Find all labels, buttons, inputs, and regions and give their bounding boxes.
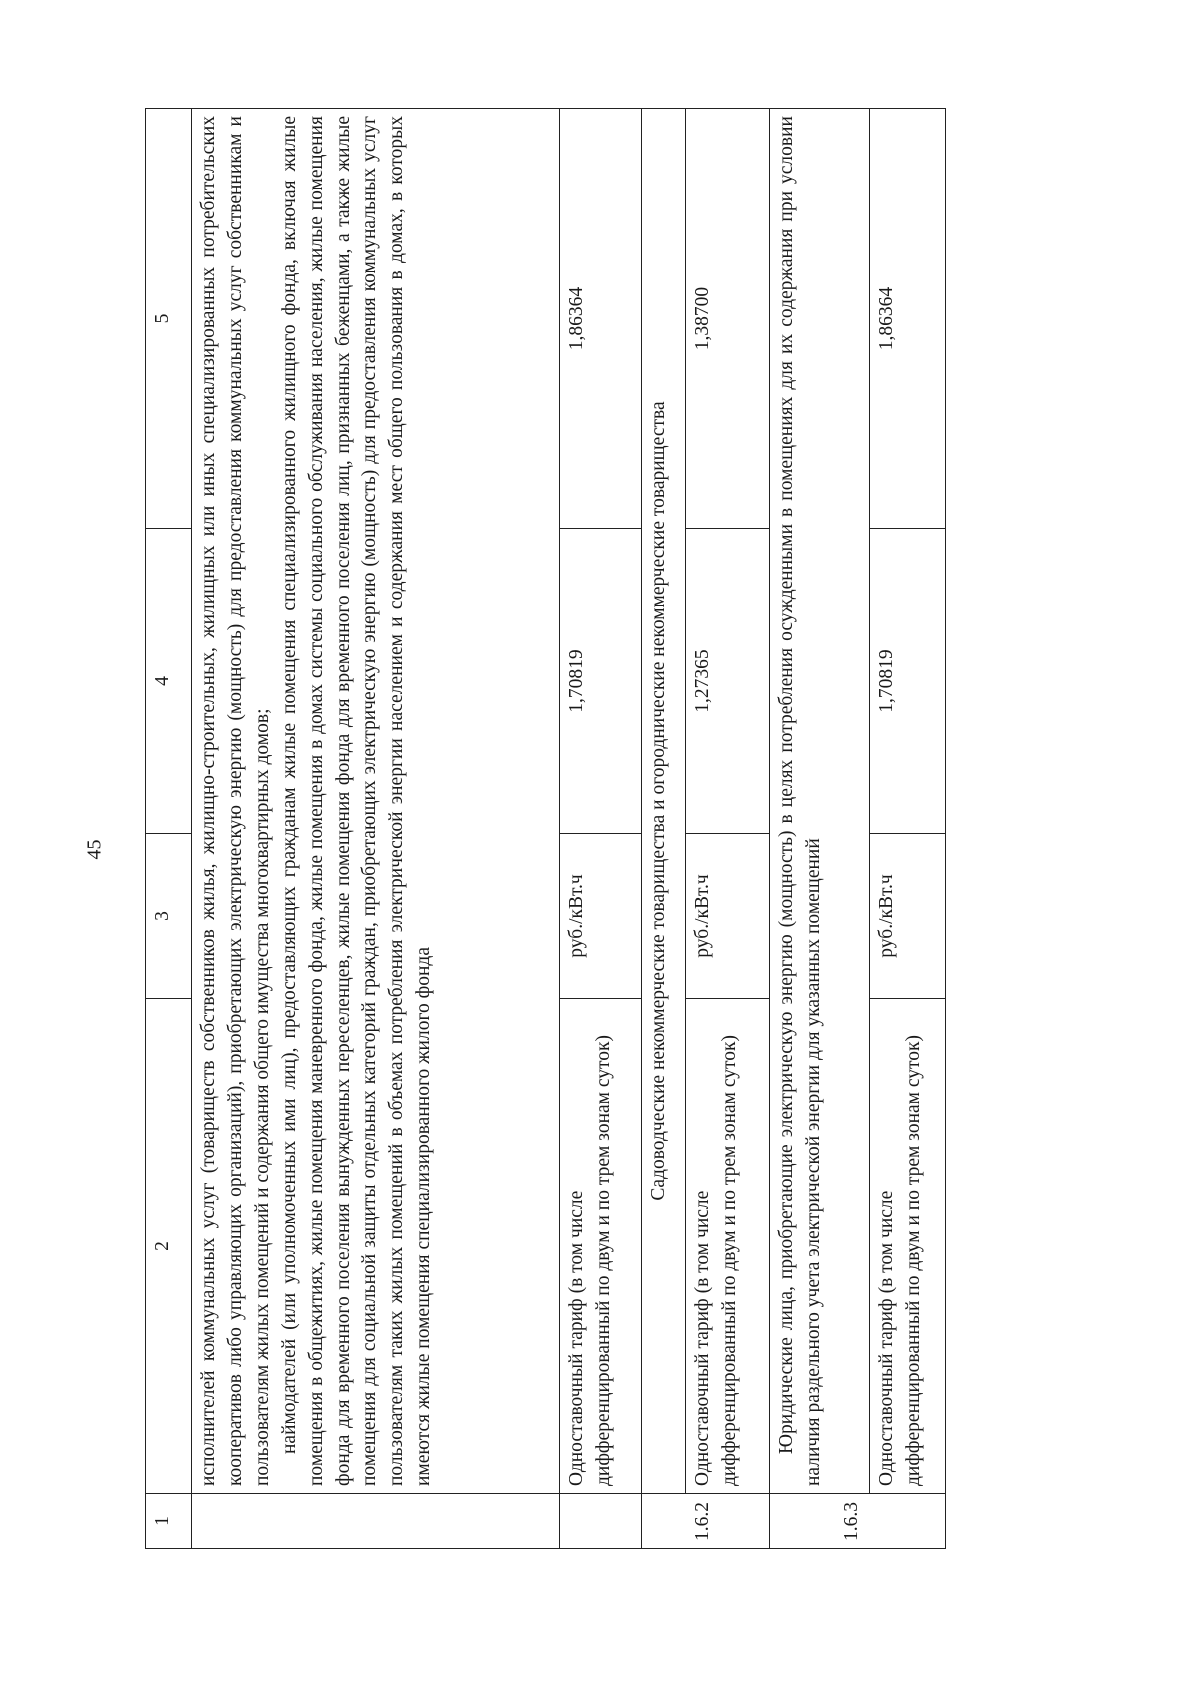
table-row xyxy=(560,109,642,1549)
row-number-cell xyxy=(560,1494,642,1549)
page-number-text: 45 xyxy=(83,839,106,859)
rotated-table-sheet xyxy=(145,109,924,1549)
value-col5-cell: 1,86364 xyxy=(560,109,642,529)
section-title-row-162 xyxy=(642,109,686,1549)
description-number-cell xyxy=(192,1494,560,1549)
section-163-title-text: Юридические лица, приобретающие электрическую энергию (мощность) в целях потребления осужденными в помещениях для их содержания при условии наличия раздельного учета электрической энергии для указанных помещений xyxy=(776,116,824,1486)
section-162-title: Садоводческие некоммерческие товарищества и огороднические некоммерческие товарищества xyxy=(642,109,686,1494)
unit-cell: руб./кВт.ч xyxy=(686,834,770,999)
tariff-name-cell: Одноставочный тариф (в том числе дифференцированный по двум и по трем зонам суток) xyxy=(560,999,642,1494)
description-row xyxy=(192,109,560,1549)
unit-cell: руб./кВт.ч xyxy=(870,834,946,999)
tariff-name-cell: Одноставочный тариф (в том числе дифференцированный по двум и по трем зонам суток) xyxy=(686,999,770,1494)
value-col5-cell: 1,86364 xyxy=(870,109,946,529)
header-col-2: 2 xyxy=(146,999,192,1494)
description-cell xyxy=(192,109,560,1494)
section-163-number: 1.6.3 xyxy=(770,1494,870,1549)
table-row xyxy=(870,109,946,1549)
header-row xyxy=(146,109,192,1549)
tariff-name-cell: Одноставочный тариф (в том числе дифференцированный по двум и по трем зонам суток) xyxy=(870,999,946,1494)
section-162-number-top xyxy=(642,1494,686,1549)
tariff-table xyxy=(145,108,946,1549)
section-title-row-163 xyxy=(770,109,870,1549)
section-163-number-bottom xyxy=(870,1494,946,1549)
table-row xyxy=(686,109,770,1549)
unit-cell: руб./кВт.ч xyxy=(560,834,642,999)
header-col-1: 1 xyxy=(146,1494,192,1549)
section-162-number: 1.6.2 xyxy=(686,1494,770,1549)
header-col-3: 3 xyxy=(146,834,192,999)
value-col4-cell: 1,27365 xyxy=(686,529,770,834)
value-col5-cell: 1,38700 xyxy=(686,109,770,529)
page-number xyxy=(82,826,108,872)
header-col-5: 5 xyxy=(146,109,192,529)
description-paragraph-2: наймодателей (или уполномоченных ими лиц), предоставляющих гражданам жилые помещения специализированного жилищного фонда, включая жилые помещения в общежитиях, жилые помещения маневренного фонда, жилые помещения в домах системы социального обслуживания населения, жилые помещения фонда для временного поселения вынужденных переселенцев, жилые помещения фонда для временного поселения лиц, признанных беженцами, а также жилые помещения для социальной защиты отдельных категорий граждан, приобретающих электрическую энергию (мощность) для предоставления коммунальных услуг пользователям таких жилых помещений в объемах потребления электрической энергии населением и содержания мест общего пользования в домах, в которых имеются жилые помещения специализированного жилого фонда xyxy=(278,116,435,1486)
section-163-title xyxy=(770,109,870,1494)
value-col4-cell: 1,70819 xyxy=(560,529,642,834)
header-col-4: 4 xyxy=(146,529,192,834)
description-paragraph-1: исполнителей коммунальных услуг (товариществ собственников жилья, жилищно-строительных, жилищных или иных специализированных потребительских кооперативов либо управляющих организаций), приобретающих электрическую энергию (мощность) для предоставления коммунальных услуг собственникам и пользователям жилых помещений и содержания общего имущества многоквартирных домов; xyxy=(198,116,273,1486)
value-col4-cell: 1,70819 xyxy=(870,529,946,834)
